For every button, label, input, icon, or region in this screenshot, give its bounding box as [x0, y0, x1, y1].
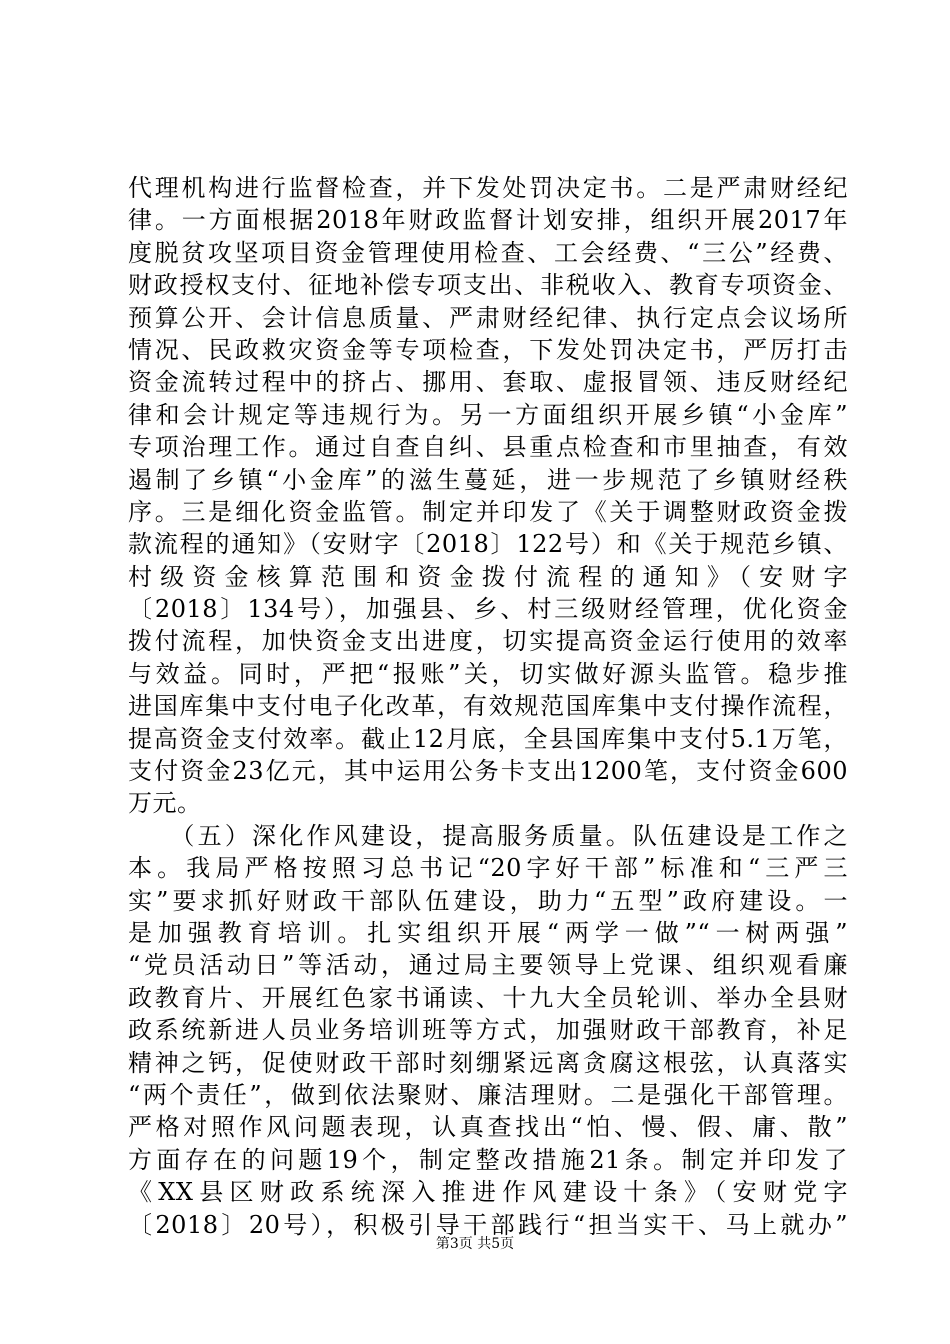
text-line: 款流程的通知》（安财字〔2018〕122号）和《关于规范乡镇、 — [128, 530, 848, 559]
text-line: “党员活动日”等活动，通过局主要领导上党课、组织观看廉 — [128, 951, 848, 980]
text-line: 律。一方面根据2018年财政监督计划安排，组织开展2017年 — [128, 206, 848, 235]
text-line: 是加强教育培训。扎实组织开展“两学一做”“一树两强” — [128, 918, 848, 947]
text-line: 〔2018〕134号），加强县、乡、村三级财经管理，优化资金 — [128, 595, 848, 624]
text-line: 进国库集中支付电子化改革，有效规范国库集中支付操作流程， — [128, 692, 848, 721]
text-line: 方面存在的问题19个，制定整改措施21条。制定并印发了 — [128, 1145, 848, 1174]
text-line: “两个责任”，做到依法聚财、廉洁理财。二是强化干部管理。 — [128, 1080, 848, 1109]
text-line: 《XX县区财政系统深入推进作风建设十条》（安财党字 — [128, 1178, 848, 1207]
text-line: 本。我局严格按照习总书记“20字好干部”标准和“三严三 — [128, 854, 848, 883]
text-line: 代理机构进行监督检查，并下发处罚决定书。二是严肃财经纪 — [128, 174, 848, 202]
body-text — [128, 172, 848, 1241]
text-line: 村级资金核算范围和资金拨付流程的通知》（安财字 — [128, 562, 848, 591]
text-line: 政系统新进人员业务培训班等方式，加强财政干部教育，补足 — [128, 1016, 848, 1045]
text-line: 支付资金23亿元，其中运用公务卡支出1200笔，支付资金600 — [128, 757, 848, 786]
text-line: 政教育片、开展红色家书诵读、十九大全员轮训、举办全县财 — [128, 983, 848, 1012]
text-line: 精神之钙，促使财政干部时刻绷紧远离贪腐这根弦，认真落实 — [128, 1048, 848, 1077]
text-line: 资金流转过程中的挤占、挪用、套取、虚报冒领、违反财经纪 — [128, 368, 848, 397]
text-line: 〔2018〕20号），积极引导干部践行“担当实干、马上就办” — [128, 1210, 848, 1239]
text-line: 严格对照作风问题表现，认真查找出“怕、慢、假、庸、散” — [128, 1113, 848, 1142]
text-line: 提高资金支付效率。截止12月底，全县国库集中支付5.1万笔， — [128, 724, 848, 753]
text-line: 专项治理工作。通过自查自纠、县重点检查和市里抽查，有效 — [128, 433, 848, 462]
text-line: 万元。 — [128, 789, 202, 818]
text-line: 序。三是细化资金监管。制定并印发了《关于调整财政资金拨 — [128, 497, 848, 526]
text-line: 财政授权支付、征地补偿专项支出、非税收入、教育专项资金、 — [128, 271, 848, 300]
text-line: （五）深化作风建设，提高服务质量。队伍建设是工作之 — [128, 821, 848, 850]
text-line: 度脱贫攻坚项目资金管理使用检查、工会经费、“三公”经费、 — [128, 238, 848, 267]
text-line: 遏制了乡镇“小金库”的滋生蔓延，进一步规范了乡镇财经秩 — [128, 465, 848, 494]
page-footer: 第3页 共5页 — [435, 1236, 515, 1252]
text-line: 预算公开、会计信息质量、严肃财经纪律、执行定点会议场所 — [128, 303, 848, 332]
text-line: 与效益。同时，严把“报账”关，切实做好源头监管。稳步推 — [128, 659, 848, 688]
text-line: 拨付流程，加快资金支出进度，切实提高资金运行使用的效率 — [128, 627, 848, 656]
text-line: 律和会计规定等违规行为。另一方面组织开展乡镇“小金库” — [128, 400, 848, 429]
text-line: 实”要求抓好财政干部队伍建设，助力“五型”政府建设。一 — [128, 886, 848, 915]
text-line: 情况、民政救灾资金等专项检查，下发处罚决定书，严厉打击 — [128, 335, 848, 364]
